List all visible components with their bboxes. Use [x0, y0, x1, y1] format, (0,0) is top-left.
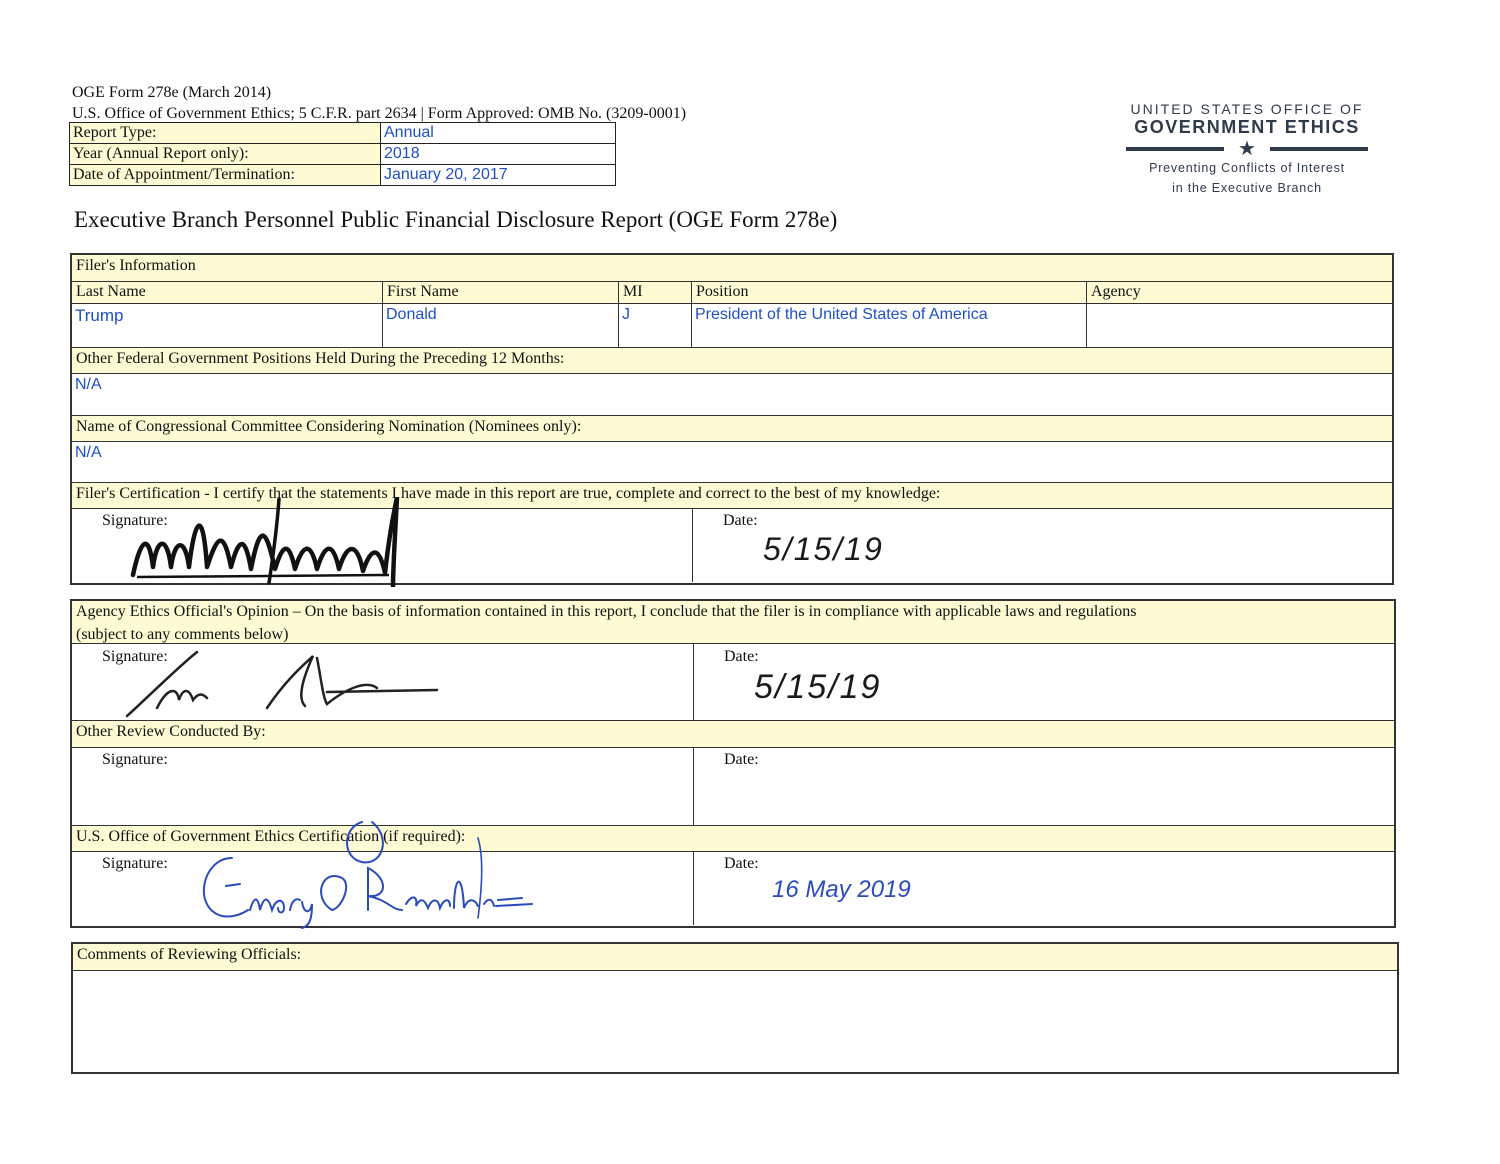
agency-line: U.S. Office of Government Ethics; 5 C.F.R. part 2634 | Form Approved: OMB No. (3209-0001) [72, 105, 687, 122]
logo-line-1: UNITED STATES OFFICE OF [1130, 101, 1364, 117]
other-positions-header [72, 347, 1392, 373]
appointment-date-value[interactable]: January 20, 2017 [381, 165, 616, 186]
oge-signature-image [192, 818, 562, 930]
oge-date-label: Date: [724, 855, 759, 872]
committee-header [72, 415, 1392, 441]
comments-box [71, 942, 1399, 1074]
report-type-label: Report Type: [70, 123, 381, 144]
filer-signature-row [72, 508, 1392, 582]
certification-label: Filer's Certification - I certify that the statements I have made in this report are true, complete and correct to the best of my knowledge: [76, 485, 941, 502]
logo-line-2: GOVERNMENT ETHICS [1134, 117, 1360, 137]
oge-signature-cell[interactable] [72, 852, 693, 925]
page-title: Executive Branch Personnel Public Financial Disclosure Report (OGE Form 278e) [74, 207, 838, 232]
agency-header: Agency [1091, 283, 1141, 300]
agency-value[interactable] [1087, 304, 1392, 308]
other-positions-value[interactable]: N/A [75, 376, 102, 393]
oge-date-value: 16 May 2019 [772, 876, 911, 903]
oge-signature-label: Signature: [102, 855, 168, 872]
report-year-row [70, 144, 616, 165]
comments-label: Comments of Reviewing Officials: [77, 946, 302, 963]
star-icon: ★ [1238, 138, 1256, 160]
report-info-table [69, 122, 616, 186]
other-date-label: Date: [724, 751, 759, 768]
filer-date-cell[interactable] [692, 509, 1392, 582]
filer-column-headers [72, 281, 1392, 303]
report-year-value[interactable]: 2018 [381, 144, 616, 165]
oge-date-cell[interactable] [693, 852, 1394, 925]
other-positions-label: Other Federal Government Positions Held During the Preceding 12 Months: [76, 350, 565, 367]
other-review-row [72, 747, 1394, 825]
mi-value[interactable]: J [622, 306, 630, 323]
filer-signature-label: Signature: [102, 512, 168, 529]
mi-header: MI [623, 283, 643, 300]
comments-area[interactable] [73, 970, 1397, 1072]
ethics-date-value: 5/15/19 [754, 668, 882, 706]
opinion-line-2: (subject to any comments below) [76, 626, 289, 643]
filer-date-label: Date: [723, 512, 758, 529]
appointment-date-label: Date of Appointment/Termination: [70, 165, 381, 186]
filer-signature-image [127, 497, 417, 587]
ethics-signature-image [117, 648, 447, 720]
oge-logo [1118, 101, 1376, 198]
oge-signature-row [72, 851, 1394, 925]
opinion-line-1: Agency Ethics Official's Opinion – On the basis of information contained in this report, I conclude that the filer is in compliance with applicable laws and regulations [76, 603, 1137, 620]
filer-values-row [72, 303, 1392, 347]
position-value[interactable]: President of the United States of America [695, 306, 988, 323]
other-signature-label: Signature: [102, 751, 168, 768]
other-date-cell[interactable] [693, 748, 1394, 825]
other-signature-cell[interactable] [72, 748, 693, 825]
ethics-signature-label: Signature: [102, 648, 168, 665]
first-name-value[interactable]: Donald [386, 306, 437, 323]
filer-section-header [72, 255, 1392, 281]
committee-row [72, 441, 1392, 482]
comments-header [73, 944, 1397, 970]
other-review-header [72, 720, 1394, 747]
position-header: Position [696, 283, 749, 300]
last-name-value[interactable]: Trump [75, 306, 124, 325]
other-review-label: Other Review Conducted By: [76, 723, 266, 740]
committee-value[interactable]: N/A [75, 444, 102, 461]
ethics-date-cell[interactable] [693, 644, 1394, 720]
ethics-signature-row [72, 643, 1394, 720]
filer-information-box [70, 253, 1394, 585]
logo-line-3: Preventing Conflicts of Interest [1149, 161, 1345, 175]
appointment-date-row [70, 165, 616, 186]
committee-label: Name of Congressional Committee Considering Nomination (Nominees only): [76, 418, 582, 435]
filer-signature-cell[interactable] [72, 509, 692, 582]
logo-line-4: in the Executive Branch [1172, 181, 1322, 195]
ethics-date-label: Date: [724, 648, 759, 665]
agency-ethics-box [70, 599, 1396, 928]
filer-section-label: Filer's Information [76, 257, 196, 274]
first-name-header: First Name [387, 283, 459, 300]
other-positions-row [72, 373, 1392, 415]
report-type-row [70, 123, 616, 144]
form-version-line: OGE Form 278e (March 2014) [72, 84, 272, 101]
filer-date-value: 5/15/19 [763, 531, 884, 567]
report-year-label: Year (Annual Report only): [70, 144, 381, 165]
last-name-header: Last Name [76, 283, 146, 300]
logo-divider [1118, 138, 1376, 158]
opinion-header [72, 601, 1394, 643]
oge-cert-label: U.S. Office of Government Ethics Certification (if required): [76, 828, 466, 845]
ethics-signature-cell[interactable] [72, 644, 693, 720]
report-type-value[interactable]: Annual [381, 123, 616, 144]
